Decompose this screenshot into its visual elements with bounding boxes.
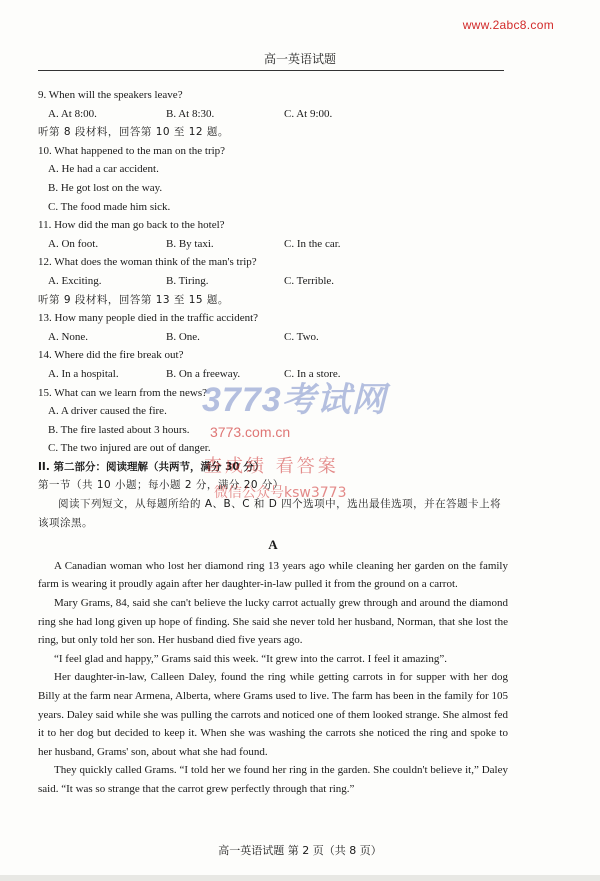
question-text: 15. What can we learn from the news?: [38, 386, 208, 399]
page-edge: [0, 875, 600, 881]
stamp-logo: 3773考试网: [202, 381, 387, 419]
option-row: [38, 105, 508, 124]
stamp-slogan: 查成绩 看答案: [204, 456, 339, 477]
answer-option: B. One.: [166, 330, 200, 343]
reading-instruction: 阅读下列短文，从每题所给的 A、B、C 和 D 四个选项中，选出最佳选项，并在答题卡上将该项涂黑。: [38, 498, 502, 529]
page-footer: 高一英语试题 第 2 页（共 8 页）: [218, 844, 382, 857]
answer-option: A. None.: [48, 330, 89, 343]
answer-option: C. At 9:00.: [284, 107, 333, 120]
answer-option: C. The food made him sick.: [48, 200, 171, 213]
passage-paragraph: A Canadian woman who lost her diamond ring 13 years ago while cleaning her garden on the family farm is wearing it proudly again after her daughter-in-law pulled it from the ground on a carrot.: [38, 559, 508, 591]
exam-content: [38, 86, 508, 799]
option-row: [38, 235, 508, 254]
question-list: [38, 86, 508, 458]
answer-option: C. Terrible.: [284, 274, 335, 287]
passage-body: [38, 557, 508, 799]
answer-option: A. Exciting.: [48, 274, 102, 287]
passage-title: A: [268, 537, 278, 553]
passage-paragraph: Mary Grams, 84, said she can't believe the lucky carrot actually grew through and around the diamond ring she had long given up hope of finding. She said she never told her husband, Norman, that she lost the ring, but only told her son. Her husband died five years ago.: [38, 597, 508, 647]
stamp-site: 3773.com.cn: [210, 424, 291, 440]
question-text: 12. What does the woman think of the man's trip?: [38, 256, 257, 269]
subsection-title: 第一节（共 10 小题；每小题 2 分，满分 20 分）: [38, 479, 284, 492]
listening-instruction: 听第 9 段材料，回答第 13 至 15 题。: [38, 293, 229, 306]
stamp-wechat: 微信公众号ksw3773: [214, 485, 347, 501]
passage-paragraph: Her daughter-in-law, Calleen Daley, found the ring while getting carrots in for supper with her dog Billy at the farm near Armena, Alberta, where Grams used to live. The farm has been in the family for 105 years. Daley said while she was pulling the carrots and noticed one of them looked strange. She almost fed it to her dog but decided to keep it. When she was washing the carrots she noticed the ring and spoke to her husband, Grams' son, about what she had found.: [38, 671, 508, 758]
watermark-url: www.2abc8.com: [462, 18, 554, 32]
question-text: 14. Where did the fire break out?: [38, 349, 184, 362]
answer-option: A. He had a car accident.: [48, 163, 159, 176]
answer-option: B. By taxi.: [166, 237, 214, 250]
section-title: II. 第二部分：阅读理解（共两节，满分 30 分）: [38, 460, 265, 473]
answer-option: C. In a store.: [284, 367, 341, 380]
header-rule: [38, 70, 504, 71]
answer-option: B. He got lost on the way.: [48, 181, 163, 194]
listening-instruction: 听第 8 段材料，回答第 10 至 12 题。: [38, 126, 229, 139]
question-text: 10. What happened to the man on the trip?: [38, 144, 226, 157]
answer-option: A. At 8:00.: [48, 107, 97, 120]
option-row: [38, 328, 508, 347]
option-row: [38, 272, 508, 291]
option-row: [38, 365, 508, 384]
answer-option: B. Tiring.: [166, 274, 209, 287]
question-text: 11. How did the man go back to the hotel?: [38, 219, 225, 232]
answer-option: C. Two.: [284, 330, 319, 343]
answer-option: C. The two injured are out of danger.: [48, 442, 211, 455]
passage-paragraph: They quickly called Grams. “I told her we found her ring in the garden. She couldn't believe it,” Daley said. “It was so strange that the carrot grew perfectly through that ring.”: [38, 764, 508, 795]
answer-option: C. In the car.: [284, 237, 341, 250]
answer-option: B. The fire lasted about 3 hours.: [48, 423, 190, 436]
question-text: 9. When will the speakers leave?: [38, 89, 183, 101]
answer-option: B. On a freeway.: [166, 367, 241, 380]
answer-option: A. In a hospital.: [48, 367, 119, 380]
answer-option: B. At 8:30.: [166, 107, 215, 120]
question-text: 13. How many people died in the traffic accident?: [38, 312, 259, 325]
passage-paragraph: “I feel glad and happy,” Grams said this week. “It grew into the carrot. I feel it amazing”.: [54, 652, 447, 665]
answer-option: A. On foot.: [48, 237, 99, 250]
answer-option: A. A driver caused the fire.: [48, 405, 167, 418]
page-header: 高一英语试题: [263, 52, 336, 66]
